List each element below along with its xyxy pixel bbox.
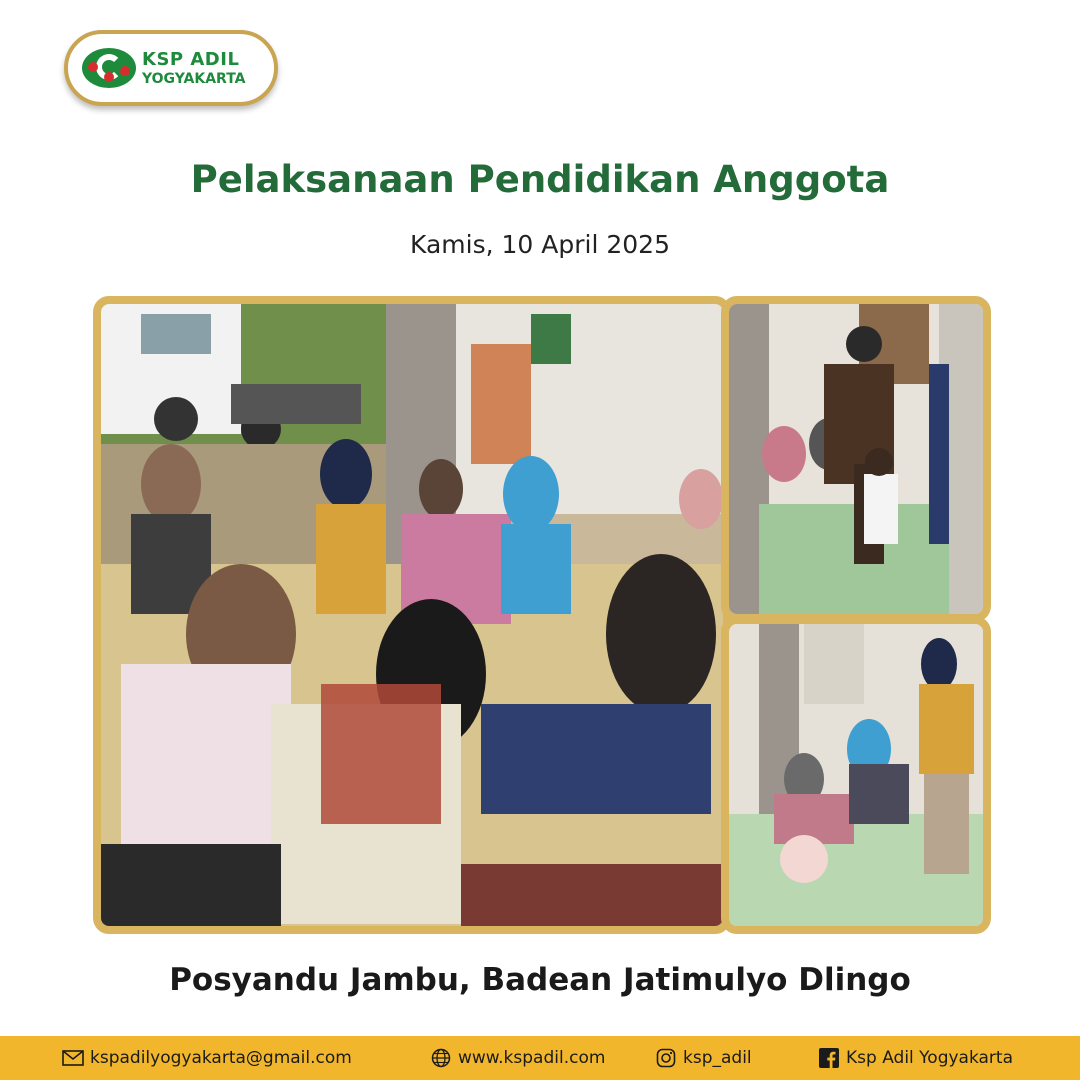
facebook-icon <box>818 1047 840 1069</box>
envelope-icon <box>62 1047 84 1069</box>
event-date: Kamis, 10 April 2025 <box>410 230 670 259</box>
logo-mark-icon <box>82 48 136 88</box>
globe-icon <box>430 1047 452 1069</box>
photo-main <box>93 296 731 934</box>
photo-top <box>721 296 991 622</box>
footer-instagram-text: ksp_adil <box>683 1048 752 1068</box>
footer-facebook[interactable] <box>818 1036 1013 1080</box>
footer-website[interactable] <box>430 1036 605 1080</box>
logo-line1: KSP ADIL <box>142 48 240 70</box>
footer-bar <box>0 1036 1080 1080</box>
footer-website-text: www.kspadil.com <box>458 1048 606 1068</box>
event-location: Posyandu Jambu, Badean Jatimulyo Dlingo <box>169 962 911 998</box>
logo-text <box>142 48 246 87</box>
photo-bottom <box>721 616 991 934</box>
footer-email[interactable] <box>62 1036 352 1080</box>
page-title: Pelaksanaan Pendidikan Anggota <box>190 158 890 201</box>
logo <box>64 30 278 106</box>
footer-instagram[interactable] <box>655 1036 752 1080</box>
instagram-icon <box>655 1047 677 1069</box>
footer-email-text: kspadilyogyakarta@gmail.com <box>90 1048 352 1068</box>
footer-facebook-text: Ksp Adil Yogyakarta <box>846 1048 1014 1068</box>
logo-line2: YOGYAKARTA <box>142 70 246 87</box>
